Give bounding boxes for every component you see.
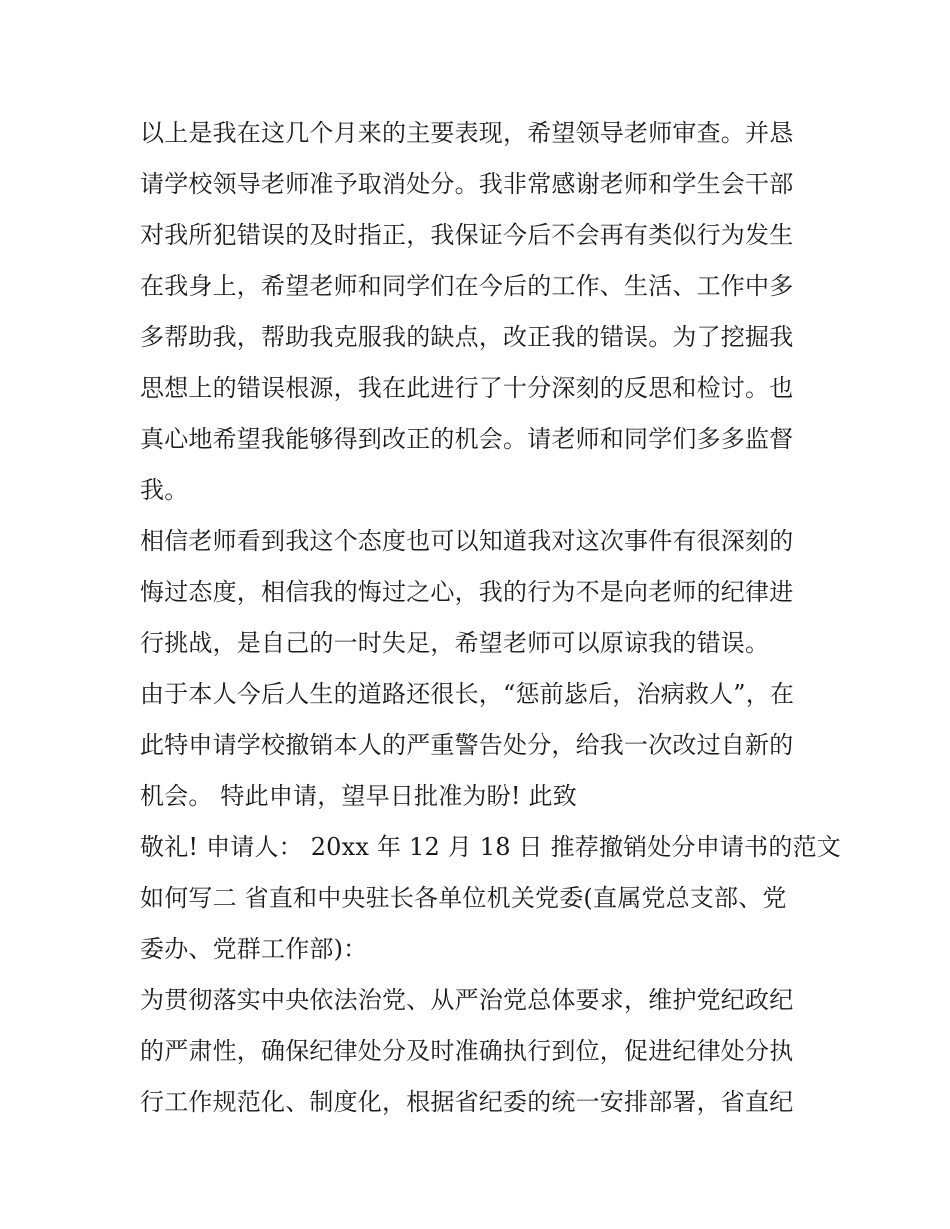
text-line: 对我所犯错误的及时指正，我保证今后不会再有类似行为发生 [140, 221, 794, 249]
text-line: 为贯彻落实中央依法治党、从严治党总体要求，维护党纪政纪 [140, 986, 794, 1014]
text-line: 行工作规范化、制度化，根据省纪委的统一安排部署，省直纪 [140, 1088, 794, 1116]
text-line: 的严肃性，确保纪律处分及时准确执行到位，促进纪律处分执 [140, 1037, 794, 1065]
text-line: 如何写二 省直和中央驻长各单位机关党委(直属党总支部、党 [140, 884, 787, 912]
document-body [140, 108, 841, 1128]
text-line: 悔过态度，相信我的悔过之心，我的行为不是向老师的纪律进 [140, 578, 794, 606]
text-line: 请学校领导老师准予取消处分。我非常感谢老师和学生会干部 [140, 170, 794, 198]
text-line: 机会。 特此申请，望早日批准为盼! 此致 [140, 782, 577, 810]
text-line: 在我身上，希望老师和同学们在今后的工作、生活、工作中多 [140, 272, 794, 300]
text-line: 我。 [140, 476, 189, 504]
text-line: 此特申请学校撤销本人的严重警告处分，给我一次改过自新的 [140, 731, 794, 759]
text-line: 行挑战，是自己的一时失足，希望老师可以原谅我的错误。 [140, 629, 770, 657]
text-line: 由于本人今后人生的道路还很长，“惩前毖后，治病救人”，在 [140, 680, 795, 708]
text-line: 敬礼! 申请人： 20xx 年 12 月 18 日 推荐撤销处分申请书的范文 [140, 833, 841, 861]
text-line: 多帮助我，帮助我克服我的缺点，改正我的错误。为了挖掘我 [140, 323, 794, 351]
text-line: 以上是我在这几个月来的主要表现，希望领导老师审查。并恳 [140, 119, 794, 147]
text-line: 真心地希望我能够得到改正的机会。请老师和同学们多多监督 [140, 425, 794, 453]
text-line: 委办、党群工作部)： [140, 935, 368, 963]
text-line: 相信老师看到我这个态度也可以知道我对这次事件有很深刻的 [140, 527, 794, 555]
text-line: 思想上的错误根源，我在此进行了十分深刻的反思和检讨。也 [140, 374, 794, 402]
